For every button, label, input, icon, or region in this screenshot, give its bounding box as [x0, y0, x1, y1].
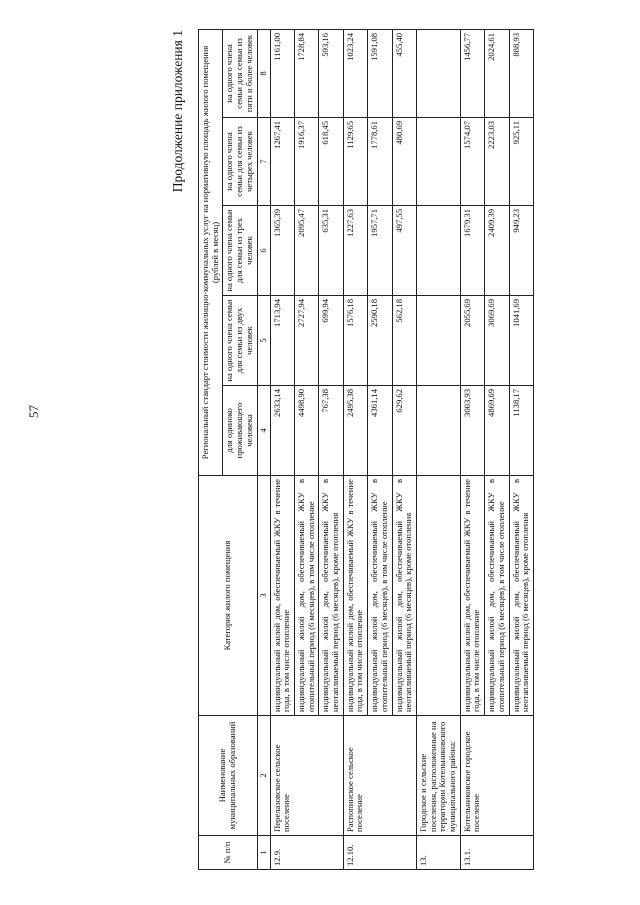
- value-two: 3069,69: [485, 296, 509, 386]
- housing-category: индивидуальный жилой дом, обеспечиваемый ЖКУ в течение года, в том числе отопление: [460, 476, 484, 716]
- value-four: 1267,41: [270, 118, 294, 206]
- housing-category: индивидуальный жилой дом, обеспечиваемый ЖКУ в течение года, в том числе отопление: [343, 476, 367, 716]
- housing-category: индивидуальный жилой дом, обеспечиваемый ЖКУ в неотапливаемый период (6 месяцев), кроме отопления: [392, 476, 416, 716]
- value-two: 1041,69: [509, 296, 533, 386]
- value-five-plus: 2024,61: [485, 29, 509, 117]
- housing-category: индивидуальный жилой дом, обеспечиваемый ЖКУ в отопительный период (6 месяцев), в том числе отопление: [294, 476, 318, 716]
- housing-category: индивидуальный жилой дом, обеспечиваемый ЖКУ в неотапливаемый период (6 месяцев), кроме отопления: [319, 476, 343, 716]
- appendix-caption: Продолжение приложения 1: [170, 30, 185, 193]
- header-col8: на одного члена семьи для семьи из пяти и более человек: [223, 29, 257, 117]
- value-single: 3003,93: [460, 386, 484, 476]
- header-col7: на одного члена семьи для семьи из четырех человек: [223, 118, 257, 206]
- value-five-plus: 1161,00: [270, 29, 294, 117]
- housing-category: индивидуальный жилой дом, обеспечиваемый ЖКУ в течение года, в том числе отопление: [270, 476, 294, 716]
- column-number: 2: [257, 716, 270, 836]
- row-number: 13.: [416, 836, 460, 870]
- value-three: 1227,63: [343, 206, 367, 296]
- value-four: 618,45: [319, 118, 343, 206]
- value-single: 2633,14: [270, 386, 294, 476]
- value-five-plus: 888,93: [509, 29, 533, 117]
- municipality-name: Котельниковское городское поселение: [460, 716, 533, 836]
- column-number: 6: [257, 206, 270, 296]
- value-three: 1957,71: [368, 206, 392, 296]
- value-four: 1574,07: [460, 118, 484, 206]
- table-row: [416, 29, 460, 869]
- value-three: 949,23: [509, 206, 533, 296]
- value-two: 2590,18: [368, 296, 392, 386]
- value-two: 2727,94: [294, 296, 318, 386]
- table-row: [270, 29, 294, 869]
- header-regional-standard: Региональный стандарт стоимости жилищно-коммунальных услуг на нормативную площадь жилого помещения (рублей в месяц): [199, 29, 223, 475]
- value-single: 629,62: [392, 386, 416, 476]
- value-five-plus: [416, 29, 460, 117]
- municipality-name: Городское и сельские поселения, расположенные на территории Котельниковского муниципального района:: [416, 716, 460, 836]
- value-five-plus: 1456,77: [460, 29, 484, 117]
- value-five-plus: 593,16: [319, 29, 343, 117]
- value-single: 2495,38: [343, 386, 367, 476]
- value-four: [416, 118, 460, 206]
- value-three: 2095,47: [294, 206, 318, 296]
- header-col6: на одного члена семьи для семьи из трех человек: [223, 206, 257, 296]
- header-col5: на одного члена семьи для семьи из двух человек: [223, 296, 257, 386]
- header-category: Категория жилого помещения: [199, 476, 258, 716]
- table-row: [343, 29, 367, 869]
- municipality-name: Перелазовское сельское поселение: [270, 716, 343, 836]
- column-number: 1: [257, 836, 270, 870]
- housing-category: [416, 476, 460, 716]
- page-number: 57: [26, 405, 41, 418]
- value-three: 1679,31: [460, 206, 484, 296]
- value-single: [416, 386, 460, 476]
- column-number: 8: [257, 29, 270, 117]
- column-number: 7: [257, 118, 270, 206]
- rotated-sheet: [170, 30, 640, 870]
- value-three: [416, 206, 460, 296]
- value-four: 1129,65: [343, 118, 367, 206]
- column-number: 5: [257, 296, 270, 386]
- value-two: 1713,94: [270, 296, 294, 386]
- value-four: 1916,37: [294, 118, 318, 206]
- value-four: 2223,03: [485, 118, 509, 206]
- row-number: 12.9.: [270, 836, 343, 870]
- value-three: 2409,39: [485, 206, 509, 296]
- value-two: 2055,69: [460, 296, 484, 386]
- row-number: 12.10.: [343, 836, 416, 870]
- value-five-plus: 1728,84: [294, 29, 318, 117]
- header-num: № п/п: [199, 836, 258, 870]
- housing-category: индивидуальный жилой дом, обеспечиваемый ЖКУ в отопительный период (6 месяцев), в том числе отопление: [368, 476, 392, 716]
- column-number: 4: [257, 386, 270, 476]
- value-single: 767,38: [319, 386, 343, 476]
- value-single: 1138,17: [509, 386, 533, 476]
- housing-category: индивидуальный жилой дом, обеспечиваемый ЖКУ в отопительный период (6 месяцев), в том числе отопление: [485, 476, 509, 716]
- value-four: 925,11: [509, 118, 533, 206]
- column-number-row: [257, 29, 270, 869]
- value-four: 480,69: [392, 118, 416, 206]
- value-single: 4361,14: [368, 386, 392, 476]
- value-five-plus: 1591,08: [368, 29, 392, 117]
- column-number: 3: [257, 476, 270, 716]
- value-single: 4498,90: [294, 386, 318, 476]
- municipality-name: Распопинское сельское поселение: [343, 716, 416, 836]
- header-municipality: Наименование муниципальных образований: [199, 716, 258, 836]
- table-row: [460, 29, 484, 869]
- value-two: [416, 296, 460, 386]
- value-two: 699,94: [319, 296, 343, 386]
- value-three: 1365,39: [270, 206, 294, 296]
- row-number: 13.1.: [460, 836, 533, 870]
- housing-category: индивидуальный жилой дом, обеспечиваемый ЖКУ в неотапливаемый период (6 месяцев), кроме отопления: [509, 476, 533, 716]
- header-col4: для одиноко проживающего человека: [223, 386, 257, 476]
- value-three: 635,31: [319, 206, 343, 296]
- tariff-table: [198, 29, 534, 870]
- value-two: 1576,18: [343, 296, 367, 386]
- value-single: 4869,69: [485, 386, 509, 476]
- value-five-plus: 455,40: [392, 29, 416, 117]
- value-three: 497,55: [392, 206, 416, 296]
- value-two: 562,18: [392, 296, 416, 386]
- value-four: 1778,61: [368, 118, 392, 206]
- value-five-plus: 1023,24: [343, 29, 367, 117]
